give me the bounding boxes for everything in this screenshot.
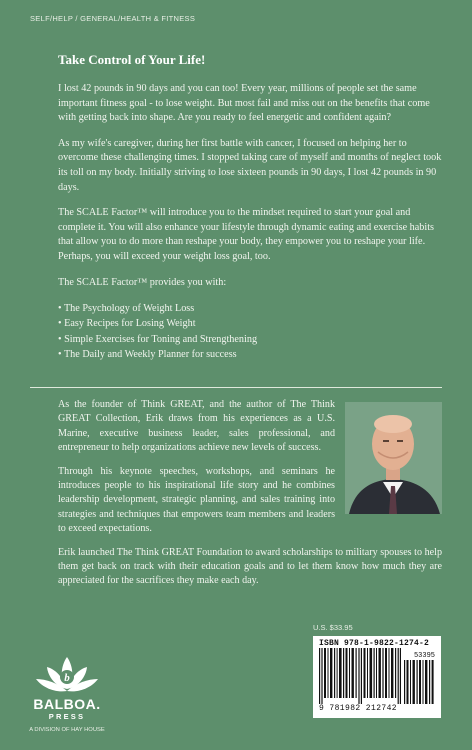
synopsis-paragraph: The SCALE Factor™ will introduce you to the mindset required to start your goal and complete it. You will also enhance your lifestyle through dynamic eating and exercise habits that allow you to do more than reshape your body, they empower you to reshape your life. Perhaps, you will exceed your weight loss goal, too. <box>58 207 434 262</box>
author-photo <box>345 402 442 514</box>
author-portrait-icon <box>345 402 442 514</box>
features-list <box>58 301 442 362</box>
bio-paragraph: Through his keynote speeches, workshops, and seminars he introduces people to his inspirational life story and he combines leadership development, strategic planning, and sales training into strategies and techniques that empowers team members and leaders to exceed expectations. <box>58 465 335 535</box>
author-bio-section <box>58 398 442 598</box>
features-list-item: • The Psychology of Weight Loss <box>58 301 442 316</box>
barcode <box>313 636 441 718</box>
section-divider <box>30 387 442 388</box>
features-list-item: • Easy Recipes for Losing Weight <box>58 316 442 331</box>
isbn-text: ISBN 978-1-9822-1274-2 <box>319 639 430 648</box>
publisher-subname: PRESS <box>48 712 86 721</box>
headline: Take Control of Your Life! <box>58 52 206 67</box>
features-list-item: • Simple Exercises for Toning and Strengthening <box>58 332 442 347</box>
barcode-digits: 9 781982 212742 <box>319 704 398 713</box>
synopsis-paragraph: As my wife's caregiver, during her first battle with cancer, I focused on helping her to overcome these challenging times. I stopped taking care of myself and months of neglect took its toll on my body. Initially striving to lose sixteen pounds in 90 days, I lost 42 pounds in 90 days. <box>58 137 442 193</box>
synopsis-paragraph: I lost 42 pounds in 90 days and you can too! Every year, millions of people set the same important fitness goal - to lose weight. But most fail and miss out on the benefits that come with getting back into shape. Are you ready to feel energetic and confident again? <box>58 83 430 124</box>
publisher-name: BALBOA. <box>33 696 101 712</box>
category-label: SELF/HELP / GENERAL/HEALTH & FITNESS <box>30 14 196 23</box>
synopsis-paragraph: The SCALE Factor™ provides you with: <box>58 276 227 288</box>
barcode-addon-digits: 53395 <box>413 652 435 660</box>
lotus-icon <box>22 655 112 697</box>
publisher-logo <box>22 655 112 702</box>
barcode-addon-bars-icon <box>404 660 435 704</box>
price-label: U.S. $33.95 <box>313 623 353 632</box>
bio-paragraph: As the founder of Think GREAT, and the author of The Think GREAT Collection, Erik draws from his experiences as a U.S. Marine, executive business leader, sales professional, and entrepreneur to help organizations achieve new levels of success. <box>58 399 335 454</box>
barcode-bars-icon <box>319 648 401 704</box>
bio-paragraph: Erik launched The Think GREAT Foundation to award scholarships to military spouses to help them get back on track with their education goals and to let them know how much they are appreciated for the sacrifices they make each day. <box>58 546 442 587</box>
svg-text:b: b <box>64 672 70 684</box>
publisher-division: A DIVISION OF HAY HOUSE <box>29 727 105 733</box>
synopsis-section <box>58 52 442 362</box>
features-list-item: • The Daily and Weekly Planner for success <box>58 347 442 362</box>
